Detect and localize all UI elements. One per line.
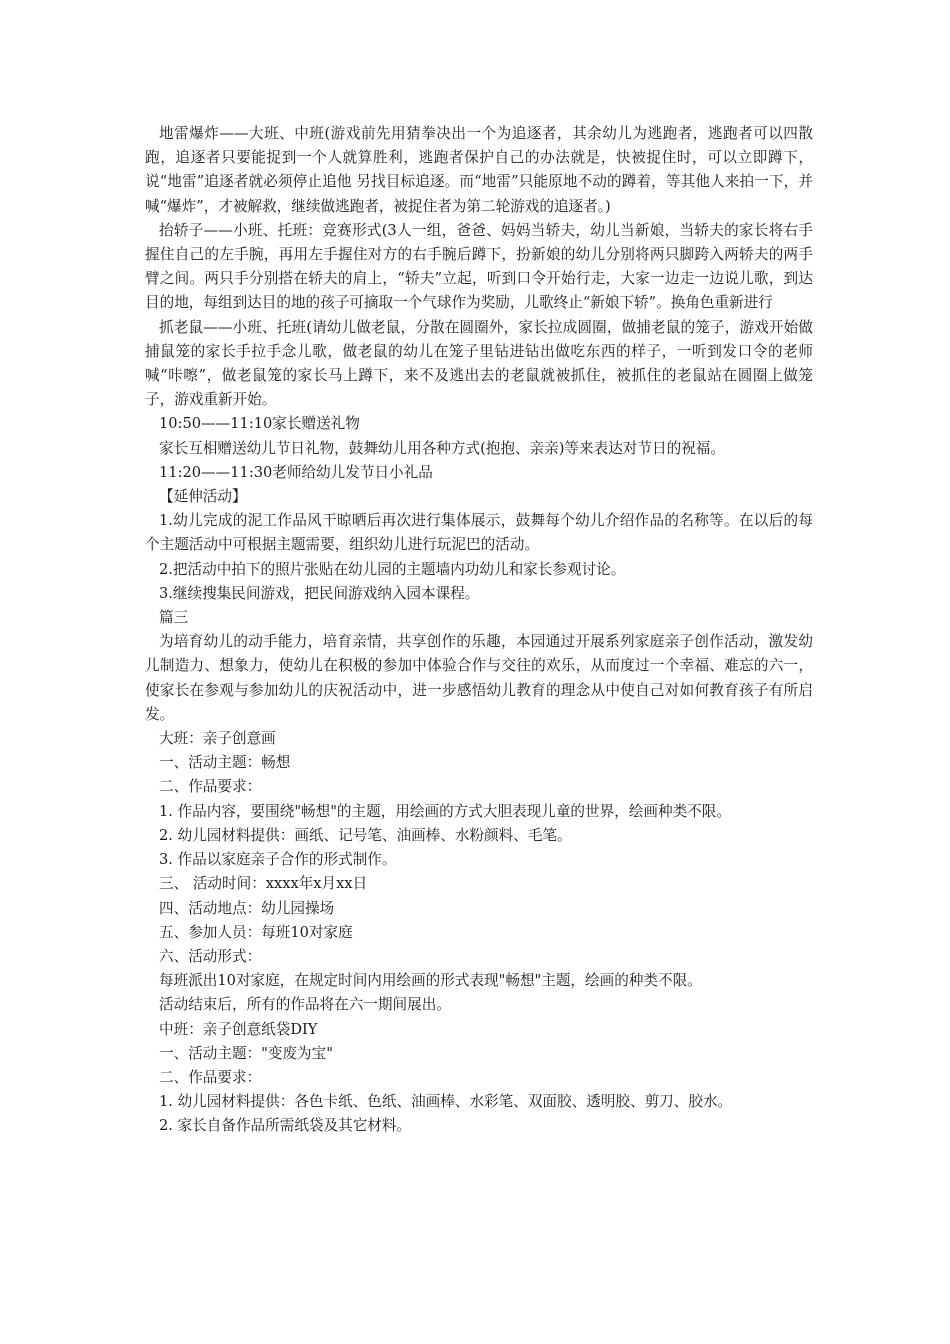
paragraph-catch-mouse-game: 抓老鼠——小班、托班(请幼儿做老鼠，分散在圆圈外，家长拉成圆圈，做捕老鼠的笼子，游戏开始做捕鼠笼的家长手拉手念儿歌，做老鼠的幼儿在笼子里钻进钻出做吃东西的样子，一听到发口令的老师喊“咔嚓”，做老鼠笼的家长马上蹲下，来不及逃出去的老鼠就被抓住，被抓住的老鼠站在圆圈上做笼子，游戏重新开始。 (145, 318, 813, 409)
paragraph-intro-part-three: 为培育幼儿的动手能力，培育亲情，共享创作的乐趣，本园通过开展系列家庭亲子创作活动，激发幼儿制造力、想象力，使幼儿在积极的参加中体验合作与交往的欢乐，从而度过一个幸福、难忘的六一，使家长在参观与参加幼儿的庆祝活动中，进一步感悟幼儿教育的理念从中使自己对如何教育孩子有所启发。 (145, 633, 813, 723)
senior-requirement-1: 1. 作品内容，要围绕"畅想"的主题，用绘画的方式大胆表现儿童的世界，绘画种类不限。 (159, 802, 731, 820)
senior-participants: 五、参加人员：每班10对家庭 (159, 923, 353, 941)
document-page (145, 122, 813, 1139)
senior-requirement-3: 3. 作品以家庭亲子合作的形式制作。 (159, 851, 397, 869)
paragraph-landmine-game: 地雷爆炸——大班、中班(游戏前先用猜拳决出一个为追逐者，其余幼儿为逃跑者，逃跑者可以四散跑，追逐者只要能捉到一个人就算胜利，逃跑者保护自己的办法就是，快被捉住时，可以立即蹲下，说“地雷”追逐者就必须停止追他 另找目标追逐。而“地雷”只能原地不动的蹲着，等其他人来拍一下，并喊“爆炸”，才被解救，继续做逃跑者，被捉住者为第二轮游戏的追逐者。) (145, 125, 813, 215)
section-heading-part-three: 篇三 (159, 609, 189, 627)
extension-item-3: 3.继续搜集民间游戏，把民间游戏纳入园本课程。 (159, 584, 480, 602)
extension-item-2: 2.把活动中拍下的照片张贴在幼儿园的主题墙内功幼儿和家长参观讨论。 (159, 560, 626, 578)
senior-work-requirements: 二、作品要求： (159, 778, 262, 796)
extension-item-1: 1.幼儿完成的泥工作品风干晾晒后再次进行集体展示，鼓舞每个幼儿介绍作品的名称等。在以后的每个主题活动中可根据主题需要，组织幼儿进行玩泥巴的活动。 (145, 512, 813, 554)
middle-activity-theme: 一、活动主题："变废为宝" (159, 1044, 333, 1062)
heading-middle-class: 中班：亲子创意纸袋DIY (159, 1020, 318, 1038)
senior-activity-theme: 一、活动主题：畅想 (159, 754, 291, 772)
schedule-teacher-gifts: 11:20——11:30老师给幼儿发节日小礼品 (159, 463, 433, 481)
middle-requirement-2: 2. 家长自备作品所需纸袋及其它材料。 (159, 1117, 412, 1135)
senior-activity-time: 三、 活动时间：xxxx年x月xx日 (159, 875, 368, 893)
senior-activity-location: 四、活动地点：幼儿园操场 (159, 899, 335, 917)
heading-senior-class: 大班：亲子创意画 (159, 730, 276, 748)
heading-extension-activity: 【延伸活动】 (159, 488, 247, 506)
senior-activity-format: 六、活动形式： (159, 947, 262, 965)
senior-requirement-2: 2. 幼儿园材料提供：画纸、记号笔、油画棒、水粉颜料、毛笔。 (159, 826, 572, 844)
schedule-gift-exchange: 10:50——11:10家长赠送礼物 (159, 415, 360, 433)
middle-requirement-1: 1. 幼儿园材料提供：各色卡纸、色纸、油画棒、水彩笔、双面胶、透明胶、剪刀、胶水。 (159, 1093, 733, 1111)
paragraph-gift-exchange: 家长互相赠送幼儿节日礼物，鼓舞幼儿用各种方式(抱抱、亲亲)等来表达对节日的祝福。 (159, 439, 725, 457)
senior-format-detail: 每班派出10对家庭，在规定时间内用绘画的形式表现"畅想"主题，绘画的种类不限。 (159, 972, 702, 990)
middle-work-requirements: 二、作品要求： (159, 1068, 262, 1086)
paragraph-sedan-game: 抬轿子——小班、托班：竞赛形式(3人一组，爸爸、妈妈当轿夫，幼儿当新娘，当轿夫的家长将右手握住自己的左手腕，再用左手握住对方的右手腕后蹲下，扮新娘的幼儿分别将两只脚跨入两轿夫的两手臂之间。两只手分别搭在轿夫的肩上，“轿夫”立起，听到口令开始行走，大家一边走一边说儿歌，到达目的地，每组到达目的地的孩子可摘取一个气球作为奖励，儿歌终止“新娘下轿”。换角色重新进行 (145, 221, 813, 312)
senior-exhibition-note: 活动结束后，所有的作品将在六一期间展出。 (159, 996, 451, 1014)
